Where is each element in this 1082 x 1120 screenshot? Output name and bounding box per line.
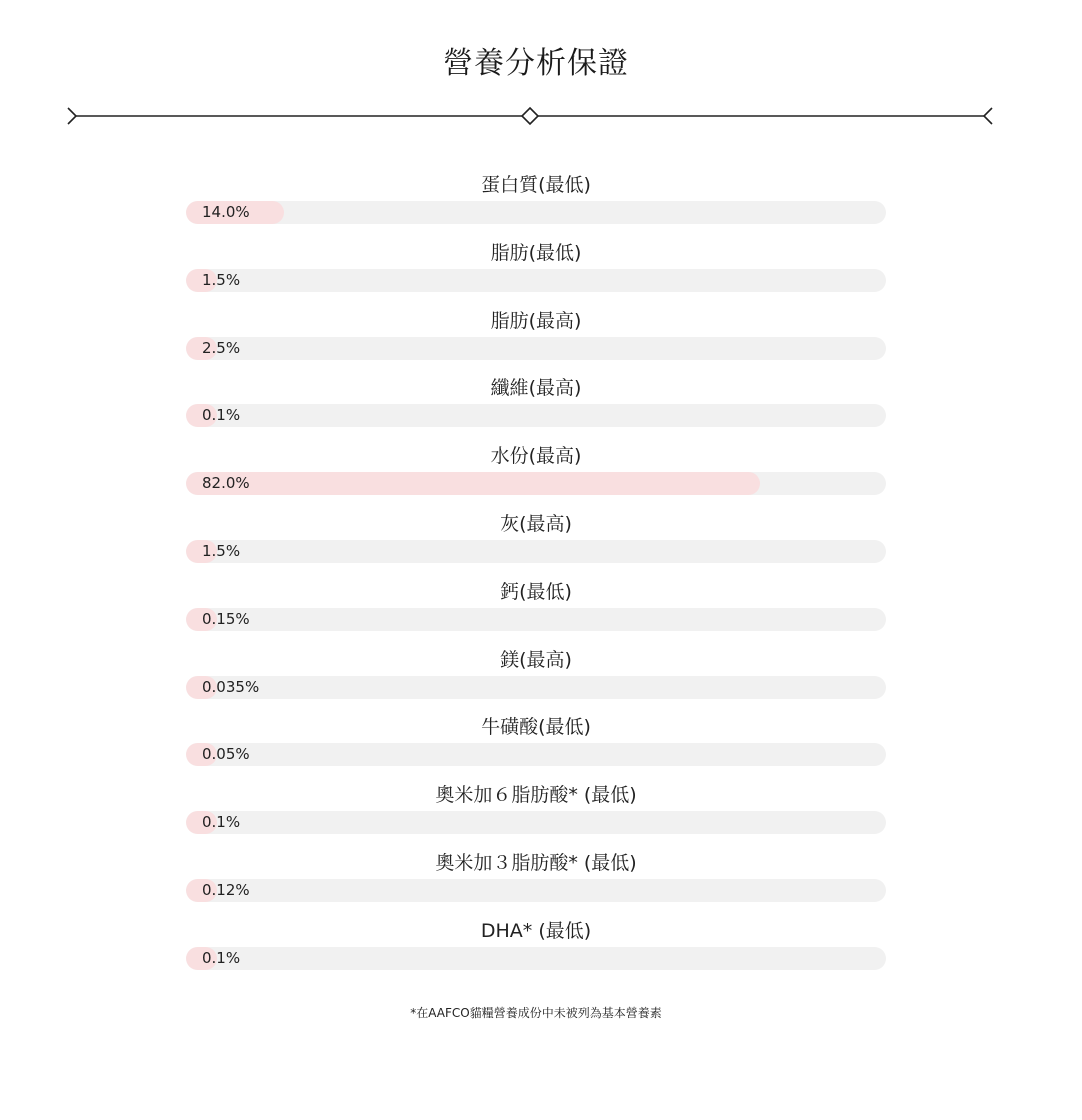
nutrient-bar-track [186,608,886,631]
nutrient-bar-track [186,947,886,970]
nutrient-value: 0.1% [202,948,241,967]
nutrient-value: 0.035% [202,677,260,696]
nutrient-row [186,780,886,848]
nutrient-bar-track [186,743,886,766]
nutrient-label: 灰(最高) [500,512,572,535]
nutrient-value: 14.0% [202,203,250,221]
nutrient-label: 蛋白質(最低) [481,174,591,196]
nutrient-label: DHA* (最低) [480,919,592,942]
page-title: 營養分析保證 [443,46,629,81]
nutrient-bar-track [186,879,886,902]
nutrient-row [186,509,886,577]
nutrient-row [186,577,886,645]
nutrient-label: 鎂(最高) [500,648,572,671]
nutrient-label: 鈣(最低) [500,580,572,603]
nutrient-value: 0.1% [202,406,241,425]
nutrient-label: 纖維(最高) [490,377,582,400]
nutrient-bar-track [186,540,886,563]
nutrient-label: 水份(最高) [490,445,582,468]
nutrient-bar-fill [186,472,760,495]
nutrient-row [186,916,886,984]
nutrient-row [186,306,886,374]
ornament-divider [60,100,1000,132]
nutrient-value: 2.5% [202,338,241,357]
nutrient-row [186,848,886,916]
nutrient-bar-track [186,201,886,224]
nutrient-label: 奧米加６脂肪酸* (最低) [435,784,637,807]
nutrient-value: 1.5% [202,541,241,560]
nutrient-row [186,373,886,441]
nutrient-row [186,645,886,713]
nutrient-value: 0.12% [202,880,250,899]
nutrient-label: 奧米加３脂肪酸* (最低) [435,851,637,874]
nutrient-value: 1.5% [202,270,241,289]
nutrient-label: 牛磺酸(最低) [481,716,591,739]
nutrient-row [186,238,886,306]
nutrient-bar-track [186,811,886,834]
nutrient-label: 脂肪(最低) [490,241,582,264]
nutrient-bar-track [186,676,886,699]
nutrient-list [186,170,886,984]
nutrient-row [186,712,886,780]
nutrient-value: 82.0% [202,474,250,493]
nutrient-bar-track [186,404,886,427]
nutrient-row [186,170,886,238]
nutrient-value: 0.15% [202,609,250,628]
footnote: *在AAFCO貓糧營養成份中未被列為基本營養素 [410,1006,662,1020]
nutrient-label: 脂肪(最高) [490,309,582,332]
nutrient-bar-track [186,337,886,360]
nutrient-value: 0.1% [202,813,241,832]
nutrient-bar-track [186,472,886,495]
nutrient-row [186,441,886,509]
nutrient-value: 0.05% [202,745,250,764]
nutrient-bar-track [186,269,886,292]
